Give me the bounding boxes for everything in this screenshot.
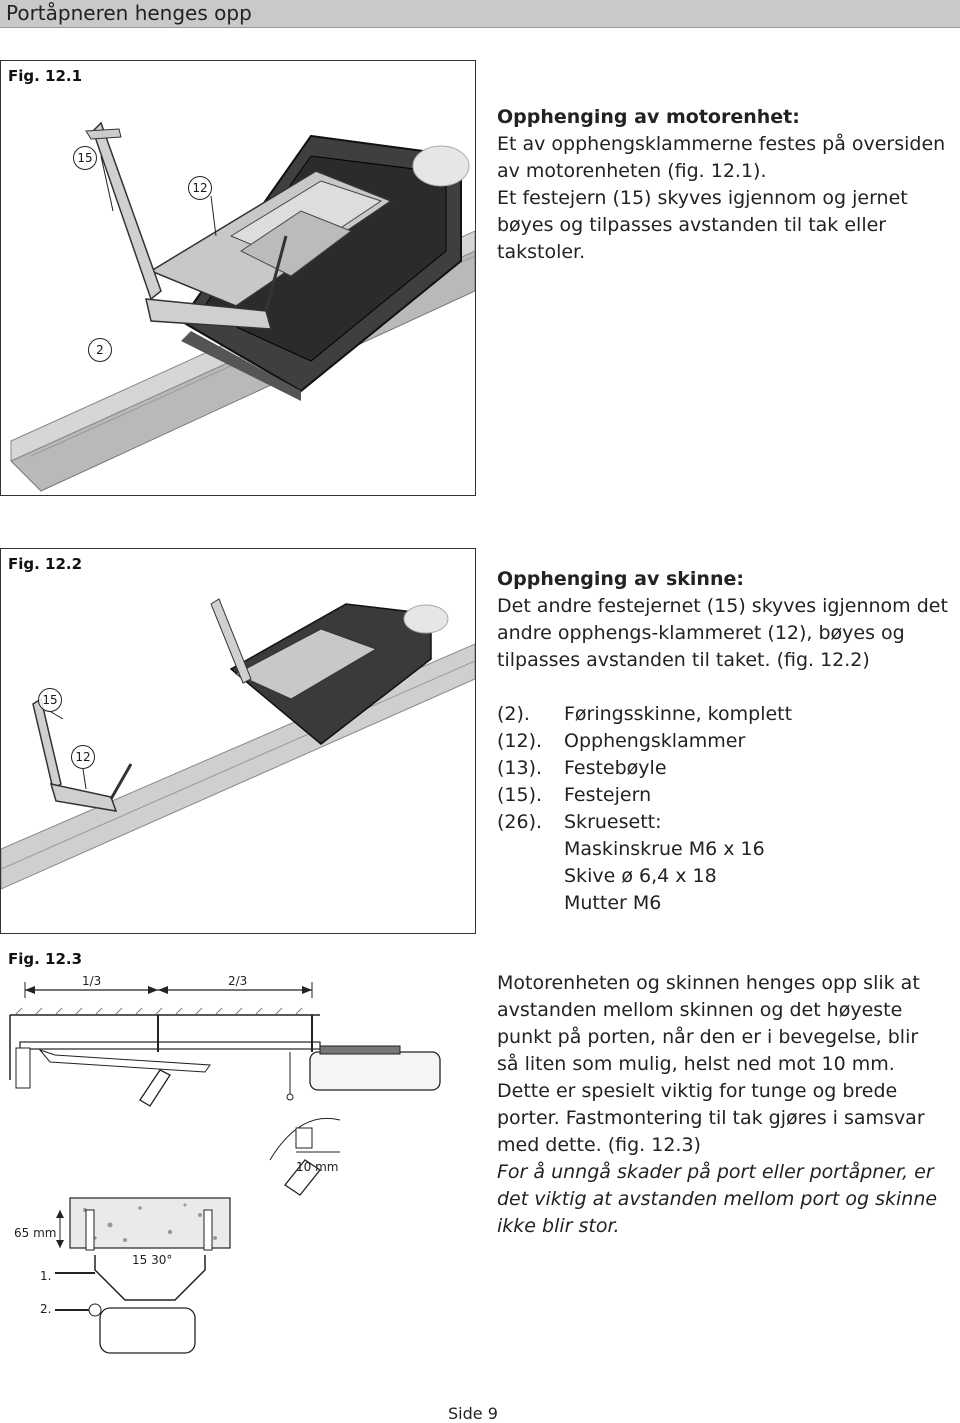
- section-suspension: [497, 970, 957, 1240]
- list-item: [497, 863, 957, 890]
- body-line: takstoler.: [497, 241, 586, 263]
- body-line: tilpasses avstanden til taket. (fig. 12.2): [497, 649, 870, 671]
- warning-line: For å unngå skader på port eller portåpner, er: [497, 1161, 934, 1183]
- body-line: andre opphengs-klammeret (12), bøyes og: [497, 622, 905, 644]
- body-line: Et festejern (15) skyves igjennom og jernet: [497, 187, 908, 209]
- figure-12-2: [0, 548, 476, 934]
- part-text: Maskinskrue M6 x 16: [564, 838, 765, 860]
- list-item: [497, 809, 957, 836]
- part-number: (12).: [497, 730, 543, 752]
- page-number: Side 9: [448, 1404, 498, 1423]
- section-motor-unit: [497, 104, 957, 266]
- callout-12: 12: [71, 745, 95, 769]
- list-item: [497, 701, 957, 728]
- body-line: Motorenheten og skinnen henges opp slik at: [497, 972, 920, 994]
- part-number: (2).: [497, 703, 530, 725]
- part-number: [497, 836, 564, 863]
- section-heading: Opphenging av skinne:: [497, 568, 744, 590]
- figure-label-12-1: Fig. 12.1: [8, 67, 83, 85]
- warning-line: det viktig at avstanden mellom port og skinne: [497, 1188, 938, 1210]
- body-line: bøyes og tilpasses avstanden til tak eller: [497, 214, 887, 236]
- part-number: (13).: [497, 757, 543, 779]
- motor-unit-photo: [1, 61, 475, 495]
- part-number: (15).: [497, 784, 543, 806]
- body-line: avstanden mellom skinnen og det høyeste: [497, 999, 903, 1021]
- dimension-10mm: 10 mm: [296, 1160, 339, 1174]
- rail-mounting-photo: [1, 549, 475, 933]
- body-line: så liten som mulig, helst ned mot 10 mm.: [497, 1053, 895, 1075]
- list-item: [497, 836, 957, 863]
- list-item: [497, 755, 957, 782]
- callout-15: 15: [38, 688, 62, 712]
- body-line: punkt på porten, når den er i bevegelse, blir: [497, 1026, 919, 1048]
- callout-2: 2: [88, 338, 112, 362]
- list-item: [497, 782, 957, 809]
- part-number: [497, 863, 564, 890]
- dimension-65mm: 65 mm: [14, 1226, 57, 1240]
- dimension-two-thirds: 2/3: [228, 974, 248, 988]
- callout-15: 15: [73, 146, 97, 170]
- part-text: Festebøyle: [564, 757, 667, 779]
- warning-line: ikke blir stor.: [497, 1215, 620, 1237]
- part-text: Mutter M6: [564, 892, 662, 914]
- section-heading: Opphenging av motorenhet:: [497, 106, 800, 128]
- body-line: porter. Fastmontering til tak gjøres i samsvar: [497, 1107, 925, 1129]
- body-line: Dette er spesielt viktig for tunge og brede: [497, 1080, 898, 1102]
- figure-label-12-2: Fig. 12.2: [8, 555, 83, 573]
- section-rail: [497, 566, 957, 674]
- callout-12: 12: [188, 176, 212, 200]
- figure-label-12-3: Fig. 12.3: [8, 950, 83, 968]
- figure-12-1: [0, 60, 476, 496]
- step-1-label: 1.: [40, 1269, 52, 1283]
- dimension-one-third: 1/3: [82, 974, 102, 988]
- dimension-angle: 15 30°: [132, 1253, 173, 1267]
- step-2-label: 2.: [40, 1302, 52, 1316]
- page-title: Portåpneren henges opp: [6, 1, 252, 25]
- installation-diagram: [0, 970, 474, 1370]
- part-text: Festejern: [564, 784, 652, 806]
- body-line: Et av opphengsklammerne festes på oversiden: [497, 133, 946, 155]
- list-item: [497, 890, 957, 917]
- part-number: [497, 890, 564, 917]
- page-header: [0, 0, 960, 28]
- part-text: Skruesett:: [564, 811, 662, 833]
- body-line: av motorenheten (fig. 12.1).: [497, 160, 767, 182]
- part-number: (26).: [497, 811, 543, 833]
- part-text: Føringsskinne, komplett: [564, 703, 793, 725]
- part-text: Opphengsklammer: [564, 730, 746, 752]
- list-item: [497, 728, 957, 755]
- body-line: Det andre festejernet (15) skyves igjennom det: [497, 595, 948, 617]
- body-line: med dette. (fig. 12.3): [497, 1134, 701, 1156]
- parts-list: [497, 701, 957, 917]
- part-text: Skive ø 6,4 x 18: [564, 865, 717, 887]
